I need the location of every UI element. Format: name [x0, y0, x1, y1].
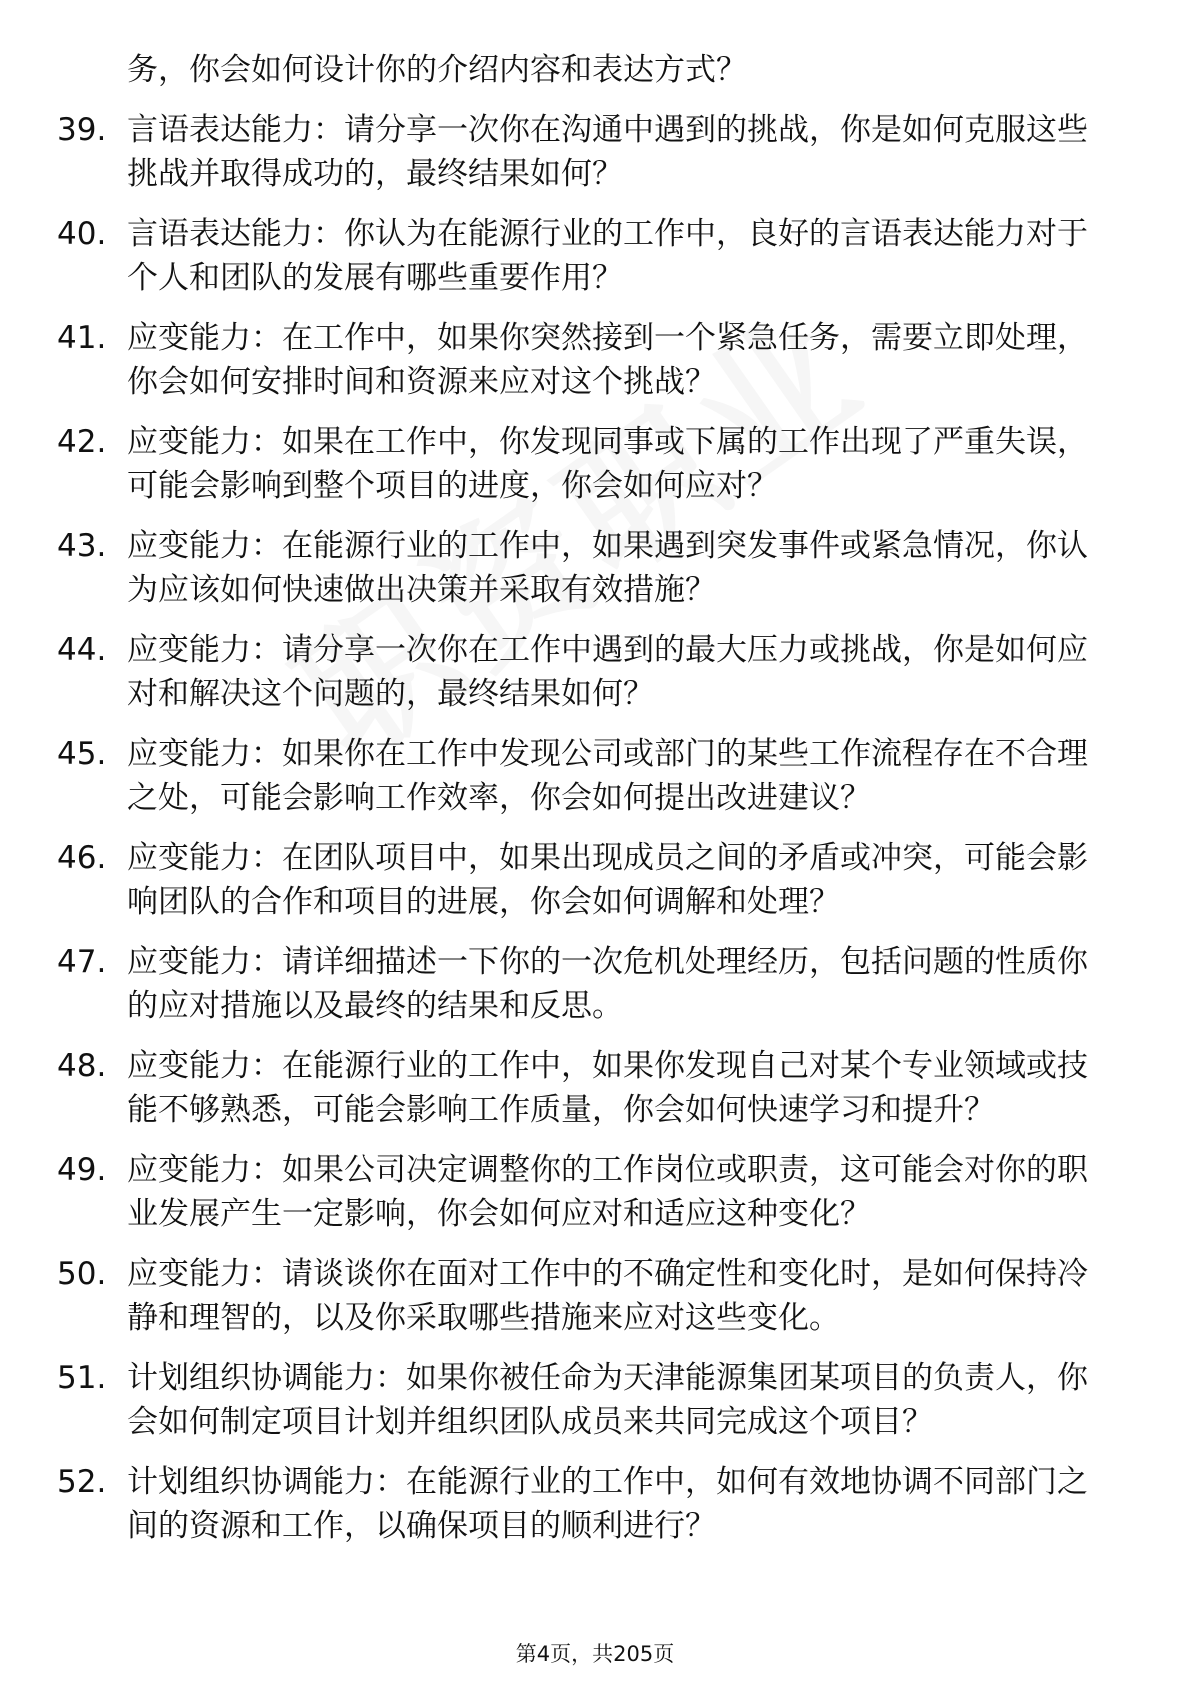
question-text: 应变能力：如果公司决定调整你的工作岗位或职责，这可能会对你的职业发展产生一定影响，你会如何应对和适应这种变化？	[127, 1152, 1088, 1232]
question-number: 40.	[57, 216, 107, 252]
question-number: 50.	[57, 1256, 107, 1292]
question-text: 应变能力：在团队项目中，如果出现成员之间的矛盾或冲突，可能会影响团队的合作和项目的进展，你会如何调解和处理？	[127, 840, 1088, 920]
question-list	[57, 48, 1117, 1564]
question-item	[57, 628, 1117, 716]
question-text: 应变能力：请详细描述一下你的一次危机处理经历，包括问题的性质你的应对措施以及最终的结果和反思。	[127, 944, 1088, 1024]
question-text: 应变能力：在能源行业的工作中，如果遇到突发事件或紧急情况，你认为应该如何快速做出决策并采取有效措施？	[127, 528, 1088, 608]
question-number: 52.	[57, 1464, 107, 1500]
page-number-label: 第4页，共205页	[515, 1642, 675, 1666]
question-item	[57, 316, 1117, 404]
question-number: 46.	[57, 840, 107, 876]
question-number: 45.	[57, 736, 107, 772]
question-text: 应变能力：请谈谈你在面对工作中的不确定性和变化时，是如何保持冷静和理智的，以及你采取哪些措施来应对这些变化。	[127, 1256, 1088, 1336]
question-number: 41.	[57, 320, 107, 356]
question-number: 47.	[57, 944, 107, 980]
question-number: 39.	[57, 112, 107, 148]
question-number: 42.	[57, 424, 107, 460]
question-item	[57, 212, 1117, 300]
question-item	[57, 1148, 1117, 1236]
question-text: 务，你会如何设计你的介绍内容和表达方式？	[127, 52, 747, 88]
question-item	[57, 1460, 1117, 1548]
question-item	[57, 836, 1117, 924]
question-item	[57, 1356, 1117, 1444]
question-item	[57, 524, 1117, 612]
question-number: 44.	[57, 632, 107, 668]
question-item	[57, 420, 1117, 508]
question-item	[57, 1252, 1117, 1340]
question-text: 应变能力：在工作中，如果你突然接到一个紧急任务，需要立即处理，你会如何安排时间和资源来应对这个挑战？	[127, 320, 1088, 400]
question-number: 49.	[57, 1152, 107, 1188]
question-text: 言语表达能力：请分享一次你在沟通中遇到的挑战，你是如何克服这些挑战并取得成功的，最终结果如何？	[127, 112, 1088, 192]
page-footer	[0, 1638, 1190, 1668]
question-item	[57, 940, 1117, 1028]
question-text: 应变能力：如果你在工作中发现公司或部门的某些工作流程存在不合理之处，可能会影响工作效率，你会如何提出改进建议？	[127, 736, 1088, 816]
question-text: 计划组织协调能力：在能源行业的工作中，如何有效地协调不同部门之间的资源和工作，以确保项目的顺利进行？	[127, 1464, 1088, 1544]
question-number: 43.	[57, 528, 107, 564]
question-number: 48.	[57, 1048, 107, 1084]
intro-continuation	[57, 48, 1117, 92]
question-text: 应变能力：在能源行业的工作中，如果你发现自己对某个专业领域或技能不够熟悉，可能会影响工作质量，你会如何快速学习和提升？	[127, 1048, 1088, 1128]
question-item	[57, 732, 1117, 820]
question-text: 应变能力：如果在工作中，你发现同事或下属的工作出现了严重失误，可能会影响到整个项目的进度，你会如何应对？	[127, 424, 1088, 504]
question-text: 应变能力：请分享一次你在工作中遇到的最大压力或挑战，你是如何应对和解决这个问题的，最终结果如何？	[127, 632, 1088, 712]
question-text: 言语表达能力：你认为在能源行业的工作中，良好的言语表达能力对于个人和团队的发展有哪些重要作用？	[127, 216, 1088, 296]
question-number: 51.	[57, 1360, 107, 1396]
question-item	[57, 1044, 1117, 1132]
question-item	[57, 108, 1117, 196]
question-text: 计划组织协调能力：如果你被任命为天津能源集团某项目的负责人，你会如何制定项目计划并组织团队成员来共同完成这个项目？	[127, 1360, 1088, 1440]
